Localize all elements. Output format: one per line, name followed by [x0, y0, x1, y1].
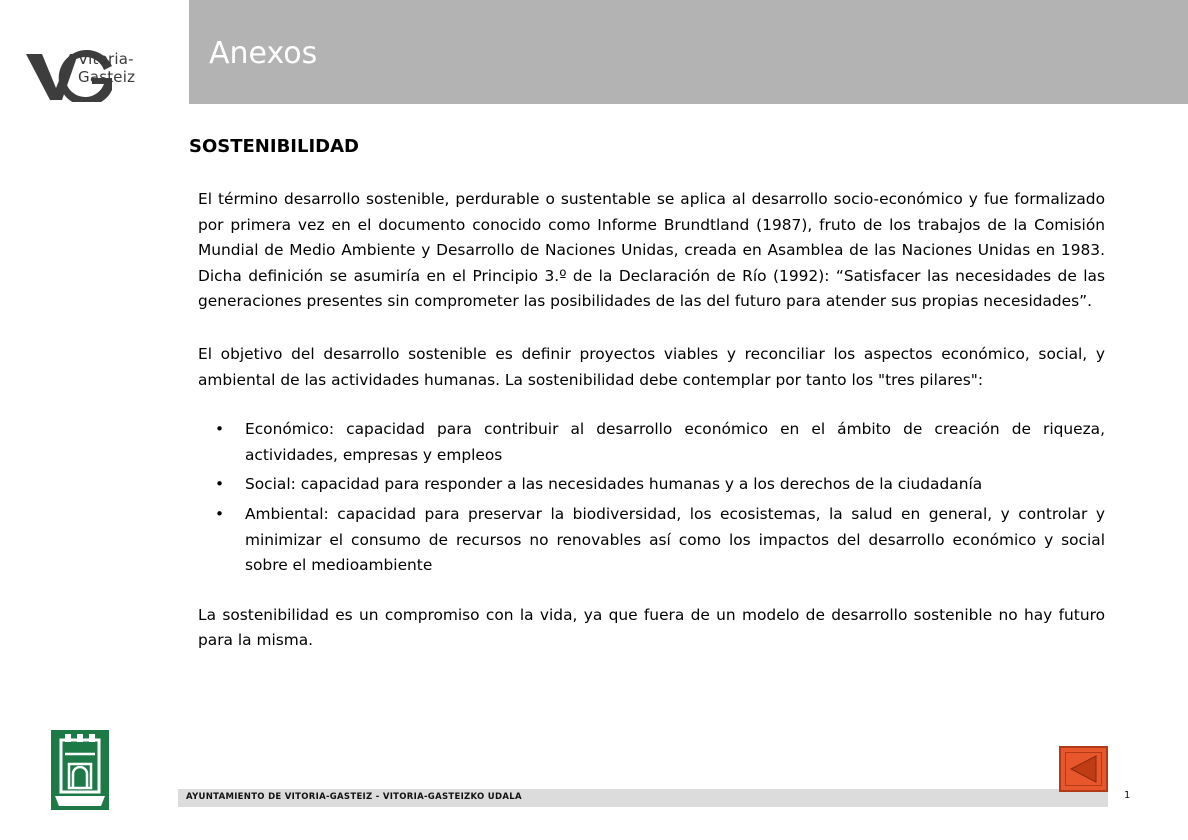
page-number: 1 — [1124, 790, 1131, 801]
list-item — [198, 472, 1105, 498]
content-body — [198, 187, 1105, 654]
logo-text: Vitoria-Gasteiz — [78, 50, 136, 86]
page-title: Anexos — [209, 36, 318, 71]
pillars-list — [198, 417, 1105, 579]
list-item-text: Ambiental: capacidad para preservar la biodiversidad, los ecosistemas, la salud en general, y controlar y minimizar el consumo de recursos no renovables así como los impactos del desarrollo económico y social sobre el medioambiente — [245, 504, 1105, 575]
list-item-text: Social: capacidad para responder a las necesidades humanas y a los derechos de la ciudadanía — [245, 475, 983, 494]
paragraph-conclusion: La sostenibilidad es un compromiso con la vida, ya que fuera de un modelo de desarrollo sostenible no hay futuro para la misma. — [198, 605, 1105, 650]
list-item — [198, 502, 1105, 579]
section-title: SOSTENIBILIDAD — [189, 136, 359, 157]
logo-area — [0, 0, 188, 104]
city-crest-icon — [51, 730, 109, 810]
bullet-icon: • — [215, 475, 225, 494]
bullet-icon: • — [215, 420, 225, 439]
paragraph-intro: El término desarrollo sostenible, perdurable o sustentable se aplica al desarrollo socio-económico y fue formalizado por primera vez en el documento conocido como Informe Brundtland (1987), fruto de los trabajos de la Comisión Mundial de Medio Ambiente y Desarrollo de Naciones Unidas, creada en Asamblea de las Naciones Unidas en 1983. Dicha definición se asumiría en el Principio 3.º de la Declaración de Río (1992): “Satisfacer las necesidades de las generaciones presentes sin comprometer las posibilidades de las del futuro para atender sus propias necesidades”. — [198, 190, 1105, 311]
footer-text: AYUNTAMIENTO DE VITORIA-GASTEIZ - VITORIA-GASTEIZKO UDALA — [186, 792, 522, 802]
list-item-text: Económico: capacidad para contribuir al desarrollo económico en el ámbito de creación de riqueza, actividades, empresas y empleos — [245, 420, 1105, 464]
paragraph-objective: El objetivo del desarrollo sostenible es definir proyectos viables y reconciliar los aspectos económico, social, y ambiental de las actividades humanas. La sostenibilidad debe contemplar por tanto los "tres pilares": — [198, 344, 1105, 389]
list-item — [198, 417, 1105, 468]
bullet-icon: • — [215, 504, 225, 523]
back-button[interactable] — [1059, 746, 1108, 792]
back-arrow-icon — [1065, 752, 1102, 786]
header-band — [189, 0, 1188, 104]
